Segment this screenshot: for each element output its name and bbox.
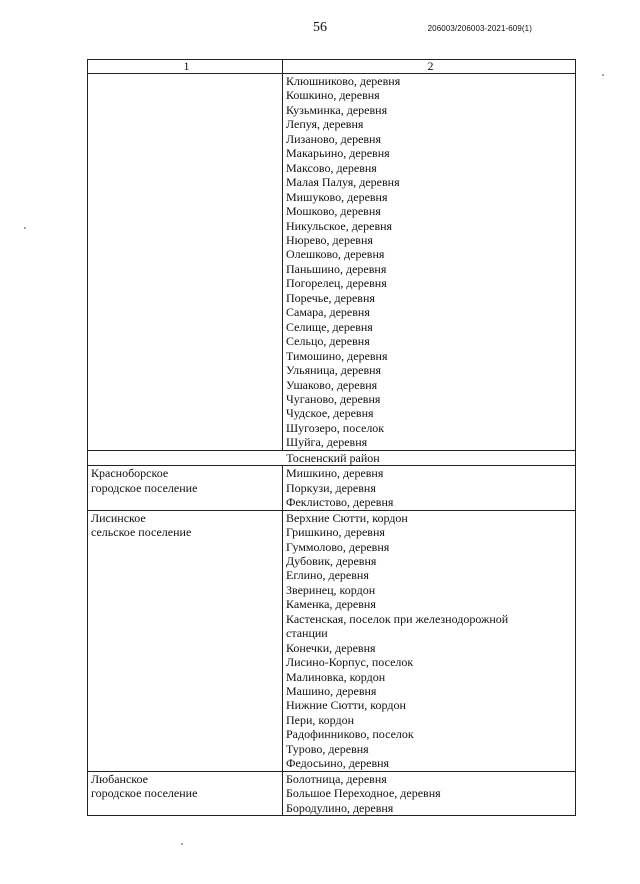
settlement-name: Федосьино, деревня <box>286 756 390 771</box>
settlement-name: станции <box>286 626 328 641</box>
scan-speck <box>24 227 26 229</box>
settlement-name: Лизаново, деревня <box>286 131 381 146</box>
municipality-cell <box>88 771 283 815</box>
settlement-name: Машино, деревня <box>286 684 377 699</box>
settlement-name: Малиновка, кордон <box>286 669 386 684</box>
scan-speck <box>181 843 183 845</box>
settlements-cell <box>283 771 576 815</box>
settlement-name: Каменка, деревня <box>286 597 376 612</box>
settlement-name: Турово, деревня <box>286 741 369 756</box>
municipality-name: Лисинское <box>91 510 146 525</box>
settlement-name: Шуйга, деревня <box>286 435 368 450</box>
settlement-name: Мишуково, деревня <box>286 189 388 204</box>
settlement-name: Лисино-Корпус, поселок <box>286 655 414 670</box>
settlement-name: Макарьино, деревня <box>286 146 390 161</box>
settlement-name: Мошково, деревня <box>286 204 381 219</box>
settlement-name: Радофинниково, поселок <box>286 727 414 742</box>
settlement-name: Верхние Сютти, кордон <box>286 510 408 525</box>
table-row <box>88 510 576 771</box>
table-row <box>88 466 576 510</box>
settlements-cell <box>283 510 576 771</box>
settlements-table <box>87 59 576 816</box>
table-row <box>88 74 576 451</box>
settlement-name: Пери, кордон <box>286 712 355 727</box>
settlement-name: Клюшниково, деревня <box>286 74 401 88</box>
settlement-name: Олешково, деревня <box>286 247 385 262</box>
municipality-name: городское поселение <box>91 480 198 495</box>
settlement-name: Поречье, деревня <box>286 290 375 305</box>
settlement-name: Кузьминка, деревня <box>286 102 388 117</box>
district-row <box>88 450 576 465</box>
municipality-name: сельское поселение <box>91 525 192 540</box>
settlement-name: Кастенская, поселок при железнодорожной <box>286 611 509 626</box>
settlement-name: Кошкино, деревня <box>286 88 380 103</box>
municipality-cell <box>88 510 283 771</box>
settlement-name: Сельцо, деревня <box>286 334 370 349</box>
settlement-name: Нижние Сютти, кордон <box>286 698 406 713</box>
municipality-cell <box>88 74 283 451</box>
table-header-row <box>88 60 576 74</box>
page-number: 56 <box>313 20 327 35</box>
scan-speck <box>602 74 604 76</box>
settlement-name: Большое Переходное, деревня <box>286 786 441 801</box>
settlement-name: Болотница, деревня <box>286 771 387 786</box>
municipality-name: городское поселение <box>91 786 198 801</box>
settlement-name: Нюрево, деревня <box>286 232 373 247</box>
settlement-name: Тимошино, деревня <box>286 348 388 363</box>
settlement-name: Феклистово, деревня <box>286 495 394 510</box>
district-name: Тосненский район <box>88 450 576 465</box>
settlement-name: Конечки, деревня <box>286 640 376 655</box>
settlement-name: Селище, деревня <box>286 319 373 334</box>
column-2-header: 2 <box>283 60 576 74</box>
column-1-header: 1 <box>88 60 283 74</box>
settlement-name: Бородулино, деревня <box>286 800 394 815</box>
settlement-name: Максово, деревня <box>286 160 377 175</box>
settlement-name: Самара, деревня <box>286 305 370 320</box>
settlement-name: Еглино, деревня <box>286 568 369 583</box>
settlement-name: Гуммолово, деревня <box>286 539 390 554</box>
settlement-name: Зверинец, кордон <box>286 582 376 597</box>
settlement-name: Паньшино, деревня <box>286 261 387 276</box>
settlement-name: Лепуя, деревня <box>286 117 364 132</box>
settlement-name: Малая Палуя, деревня <box>286 175 400 190</box>
settlement-name: Чуганово, деревня <box>286 391 381 406</box>
settlements-cell <box>283 466 576 510</box>
settlement-name: Никульское, деревня <box>286 218 393 233</box>
settlement-name: Шугозеро, поселок <box>286 420 385 435</box>
table-row <box>88 771 576 815</box>
settlement-name: Мишкино, деревня <box>286 466 384 481</box>
settlement-name: Погорелец, деревня <box>286 276 387 291</box>
settlement-name: Ульяница, деревня <box>286 363 382 378</box>
municipality-name: Любанское <box>91 771 148 786</box>
municipality-name: Красноборское <box>91 466 169 481</box>
municipality-cell <box>88 466 283 510</box>
settlement-name: Гришкино, деревня <box>286 525 385 540</box>
settlements-cell <box>283 74 576 451</box>
settlement-name: Поркузи, деревня <box>286 480 376 495</box>
document-code: 206003/206003-2021-609(1) <box>427 24 532 33</box>
settlement-name: Дубовик, деревня <box>286 553 377 568</box>
settlement-name: Чудское, деревня <box>286 406 374 421</box>
settlement-name: Ушаково, деревня <box>286 377 378 392</box>
